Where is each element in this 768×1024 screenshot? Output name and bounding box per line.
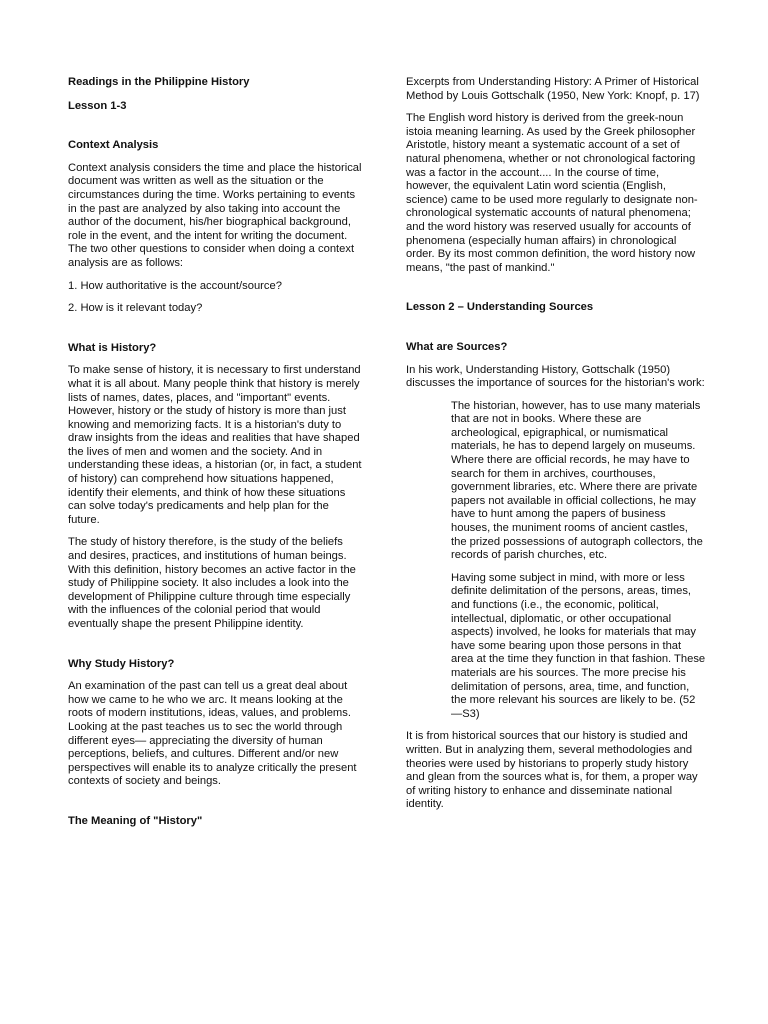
context-analysis-heading: Context Analysis: [68, 139, 159, 152]
lesson-label: Lesson 1-3: [68, 99, 127, 112]
closing-paragraph: It is from historical sources that our history is studied and written. But in analyzing them, several methodologies and theories were used by historians to properly study history and glean from the sources what is, for them, a proper way of writing history to enhance and disseminate national identity.: [406, 730, 698, 811]
question-2: 2. How is it relevant today?: [68, 302, 203, 315]
history-paragraph-1: To make sense of history, it is necessary to first understand what it is all about. Many people think that history is merely lists of names, dates, places, and "important" events. However, history or the study of history is more than just knowing and memorizing facts. It is a historian's duty to draw insights from the ideas and realities that have shaped the lives of men and women and the society. And in understanding these ideas, a historian (or, in fact, a student of history) can comprehend how situations happened, identify their elements, and think of how these situations can solve today's predicaments and help plan for the future.: [68, 364, 362, 526]
excerpt-source: Excerpts from Understanding History: A Primer of Historical Method by Louis Gottschalk (1950, New York: Knopf, p. 17): [406, 76, 700, 102]
question-1: 1. How authoritative is the account/source?: [68, 279, 282, 292]
document-title: Readings in the Philippine History: [68, 76, 250, 88]
context-analysis-paragraph: Context analysis considers the time and place the historical document was written as well as the situation or the circumstances during the time. Works pertaining to events in the past are analyzed by also taking into account the author of the document, his/her biographical background, role in the event, and the intent for writing the document. The two other questions to consider when doing a context analysis are as follows:: [68, 161, 362, 269]
why-study-history-paragraph: An examination of the past can tell us a great deal about how we came to he who we arc. It means looking at the roots of modern institutions, ideas, values, and problems. Looking at the past teaches us to sec the world through different eyes— appreciating the diversity of human perceptions, beliefs, and cultures. Different and/or new perspectives will enable its to analyze critically the present contexts of society and beings.: [68, 680, 357, 788]
what-is-history-heading: What is History?: [68, 341, 157, 354]
excerpt-paragraph: The English word history is derived from the greek-noun istoia meaning learning. As used by the Greek philosopher Aristotle, history meant a systematic account of a set of natural phenomena, whether or not chronological factoring was a factor in the account.... In the course of time, however, the equivalent Latin word scientia (English, science) came to be used more regularly to designate non-chronological systematic accounts of natural phenomena; and the word history was reserved usually for accounts of phenomena (especially human affairs) in chronological order. By its most common definition, the word history now means, "the past of mankind.": [406, 112, 698, 274]
history-paragraph-2: The study of history therefore, is the study of the beliefs and desires, practices, and institutions of human beings. With this definition, history becomes an active factor in the study of Philippine society. It also includes a look into the development of Philippine culture through time especially with the influences of the colonial period that would eventually shape the present Philippine identity.: [68, 536, 356, 630]
lesson-2-heading: Lesson 2 – Understanding Sources: [406, 301, 594, 314]
quote-paragraph-1: The historian, however, has to use many materials that are not in books. Where these are archeological, epigraphical, or numismatical materials, he has to depend largely on museums. Where there are official records, he may have to search for them in archives, courthouses, government libraries, etc. Where there are private papers not available in official collections, he may have to hunt among the papers of business houses, the muniment rooms of ancient castles, the prized possessions of autograph collectors, the records of parish churches, etc.: [451, 399, 703, 562]
what-are-sources-heading: What are Sources?: [406, 340, 508, 353]
block-quote: [451, 400, 706, 722]
right-column: [406, 76, 706, 821]
why-study-history-heading: Why Study History?: [68, 657, 175, 670]
meaning-of-history-heading: The Meaning of "History": [68, 814, 203, 827]
left-column: [68, 76, 362, 838]
sources-intro-paragraph: In his work, Understanding History, Gottschalk (1950) discusses the importance of sources for the historian's work:: [406, 363, 705, 390]
quote-paragraph-2: Having some subject in mind, with more or less definite delimitation of the persons, areas, times, and functions (i.e., the economic, political, intellectual, diplomatic, or other occupational aspects) involved, he looks for materials that may have some bearing upon those persons in that area at the time they function in that fashion. These materials are his sources. The more precise his delimitation of persons, area, time, and function, the more relevant his sources are likely to be. (52—S3): [451, 571, 706, 720]
